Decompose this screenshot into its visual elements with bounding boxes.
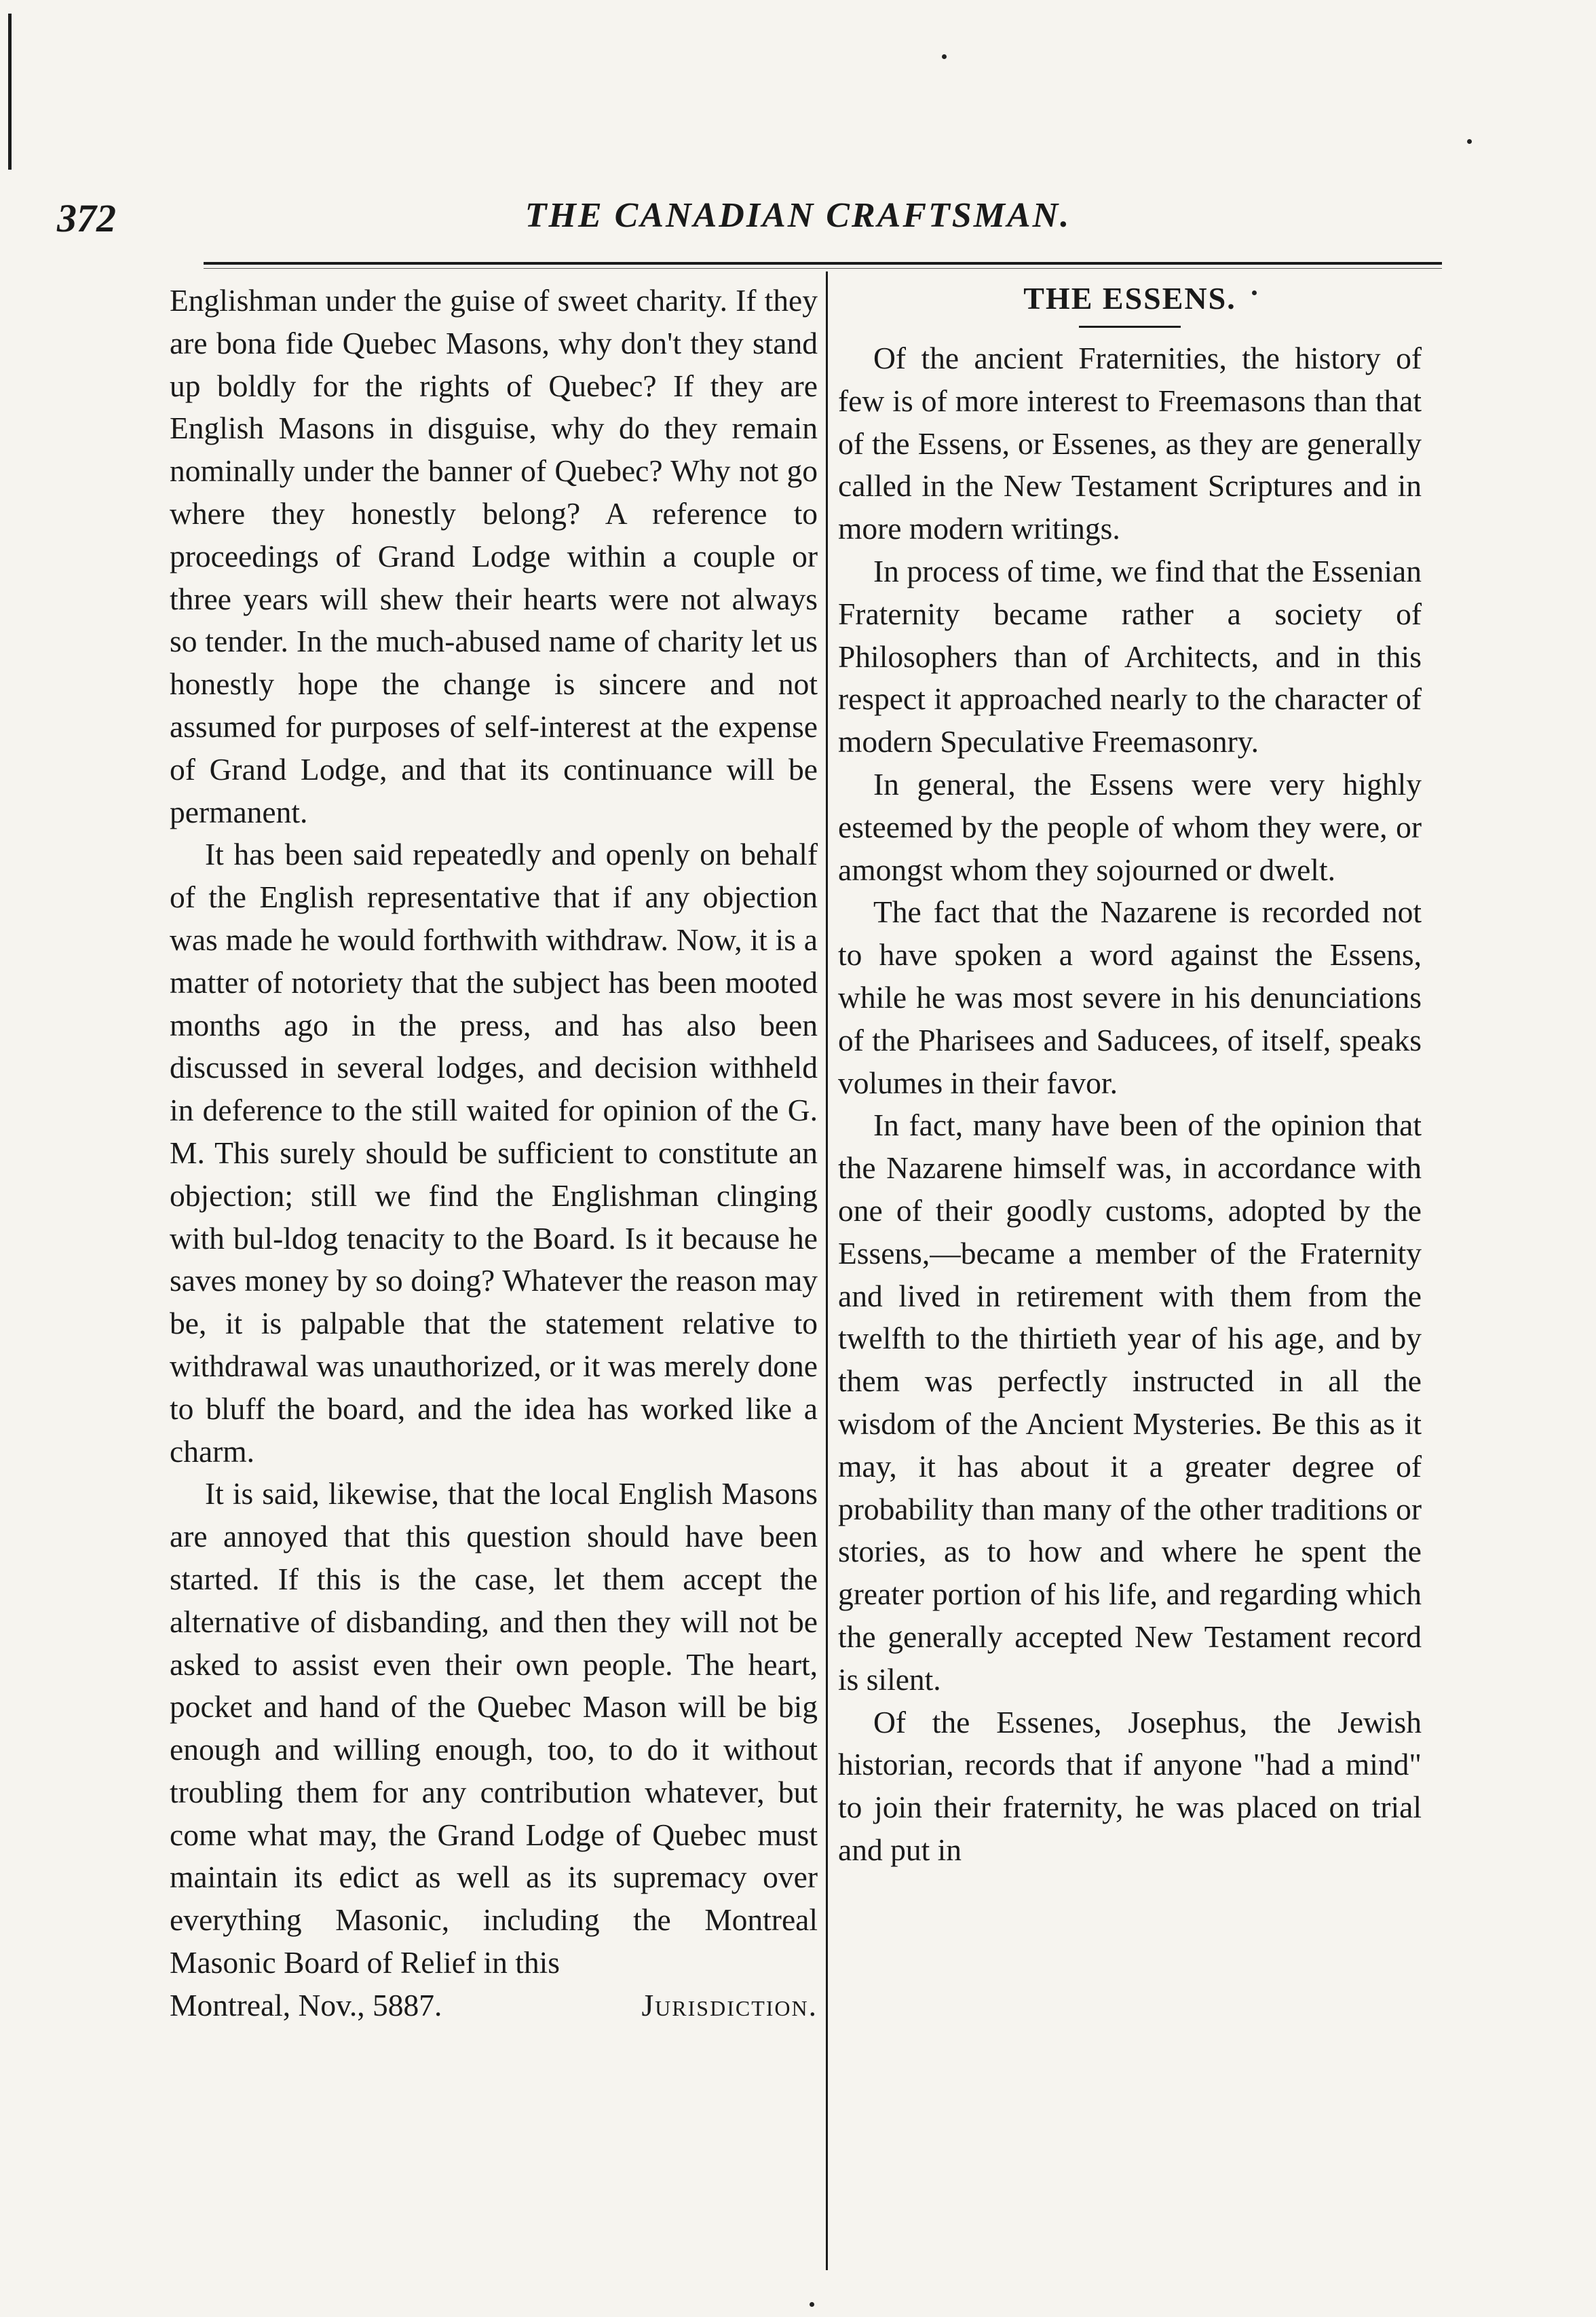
left-paragraph-2: It has been said repeatedly and openly on behalf of the English representative that if any objection was made he would forthwith withdraw. Now, it is a matter of notoriety that the subject has been mooted months ago in the press, and has also been discussed in several lodges, and decision withheld in deference to the still waited for opinion of the G. M. This surely should be sufficient to constitute an objection; still we find the Englishman clinging with bul-ldog tenacity to the Board. Is it because he saves money by so doing? Whatever the reason may be, it is palpable that the statement relative to withdrawal was unauthorized, or it was merely done to bluff the board, and the idea has worked like a charm. <box>170 837 818 1469</box>
signoff-place-date: Montreal, Nov., 5887. <box>170 1987 442 2022</box>
running-title: THE CANADIAN CRAFTSMAN. <box>525 196 1071 235</box>
right-paragraph-2: In process of time, we find that the Essenian Fraternity became rather a society of Philosophers than of Architects, and in this respect it approached nearly to the character of modern Speculative Freemasonry. <box>838 553 1422 759</box>
right-paragraph-4: The fact that the Nazarene is recorded not to have spoken a word against the Essens, while he was most severe in his denunciations of the Pharisees and Saducees, of itself, speaks volumes in their favor. <box>838 894 1422 1100</box>
scan-speck <box>942 54 947 59</box>
right-column <box>838 280 1422 1872</box>
scan-speck <box>810 2302 814 2307</box>
scan-edge-rule <box>8 14 12 170</box>
left-paragraph-1: Englishman under the guise of sweet charity. If they are bona fide Quebec Masons, why don't they stand up boldly for the rights of Quebec? If they are English Masons in disguise, why do they remain nominally under the banner of Quebec? Why not go where they honestly belong? A reference to proceedings of Grand Lodge within a couple or three years will shew their hearts were not always so tender. In the much-abused name of charity let us honestly hope the change is sincere and not assumed for purposes of self-interest at the expense of Grand Lodge, and that its continuance will be permanent. <box>170 283 818 829</box>
signoff-name: Jurisdiction. <box>641 1987 818 2022</box>
scan-speck <box>1467 139 1472 144</box>
left-column <box>170 280 818 2027</box>
right-paragraph-6: Of the Essenes, Josephus, the Jewish historian, records that if anyone "had a mind" to join their fraternity, he was placed on trial and put in <box>838 1704 1422 1867</box>
header-rule-thin <box>204 268 1442 269</box>
title-rule <box>1079 326 1181 328</box>
right-paragraph-3: In general, the Essens were very highly esteemed by the people of whom they were, or amongst whom they sojourned or dwelt. <box>838 766 1422 887</box>
left-paragraph-3: It is said, likewise, that the local English Masons are annoyed that this question should have been started. If this is the case, let them accept the alternative of disbanding, and then they will not be asked to assist even their own people. The heart, pocket and hand of the Quebec Mason will be big enough and willing enough, too, to do it without troubling them for any contribution whatever, but come what may, the Grand Lodge of Quebec must maintain its edict as well as its supremacy over everything Masonic, including the Montreal Masonic Board of Relief in this <box>170 1476 818 1980</box>
column-divider <box>826 271 828 2270</box>
signoff-line <box>170 1984 818 2027</box>
article-title: THE ESSENS. <box>1023 281 1236 316</box>
right-paragraph-1: Of the ancient Fraternities, the history of few is of more interest to Freemasons than that of the Essens, or Essenes, as they are generally called in the New Testament Scriptures and in more modern writings. <box>838 341 1422 546</box>
right-paragraph-5: In fact, many have been of the opinion that the Nazarene himself was, in accordance with one of their goodly customs, adopted by the Essens,—became a member of the Fraternity and lived in retirement with them from the twelfth to the thirtieth year of his age, and by them was perfectly instructed in all the wisdom of the Ancient Mysteries. Be this as it may, it has about it a greater degree of probability than many of the other traditions or stories, as to how and where he spent the greater portion of his life, and regarding which the generally accepted New Testament record is silent. <box>838 1108 1422 1697</box>
header-rule <box>204 262 1442 265</box>
page-number: 372 <box>57 196 116 240</box>
